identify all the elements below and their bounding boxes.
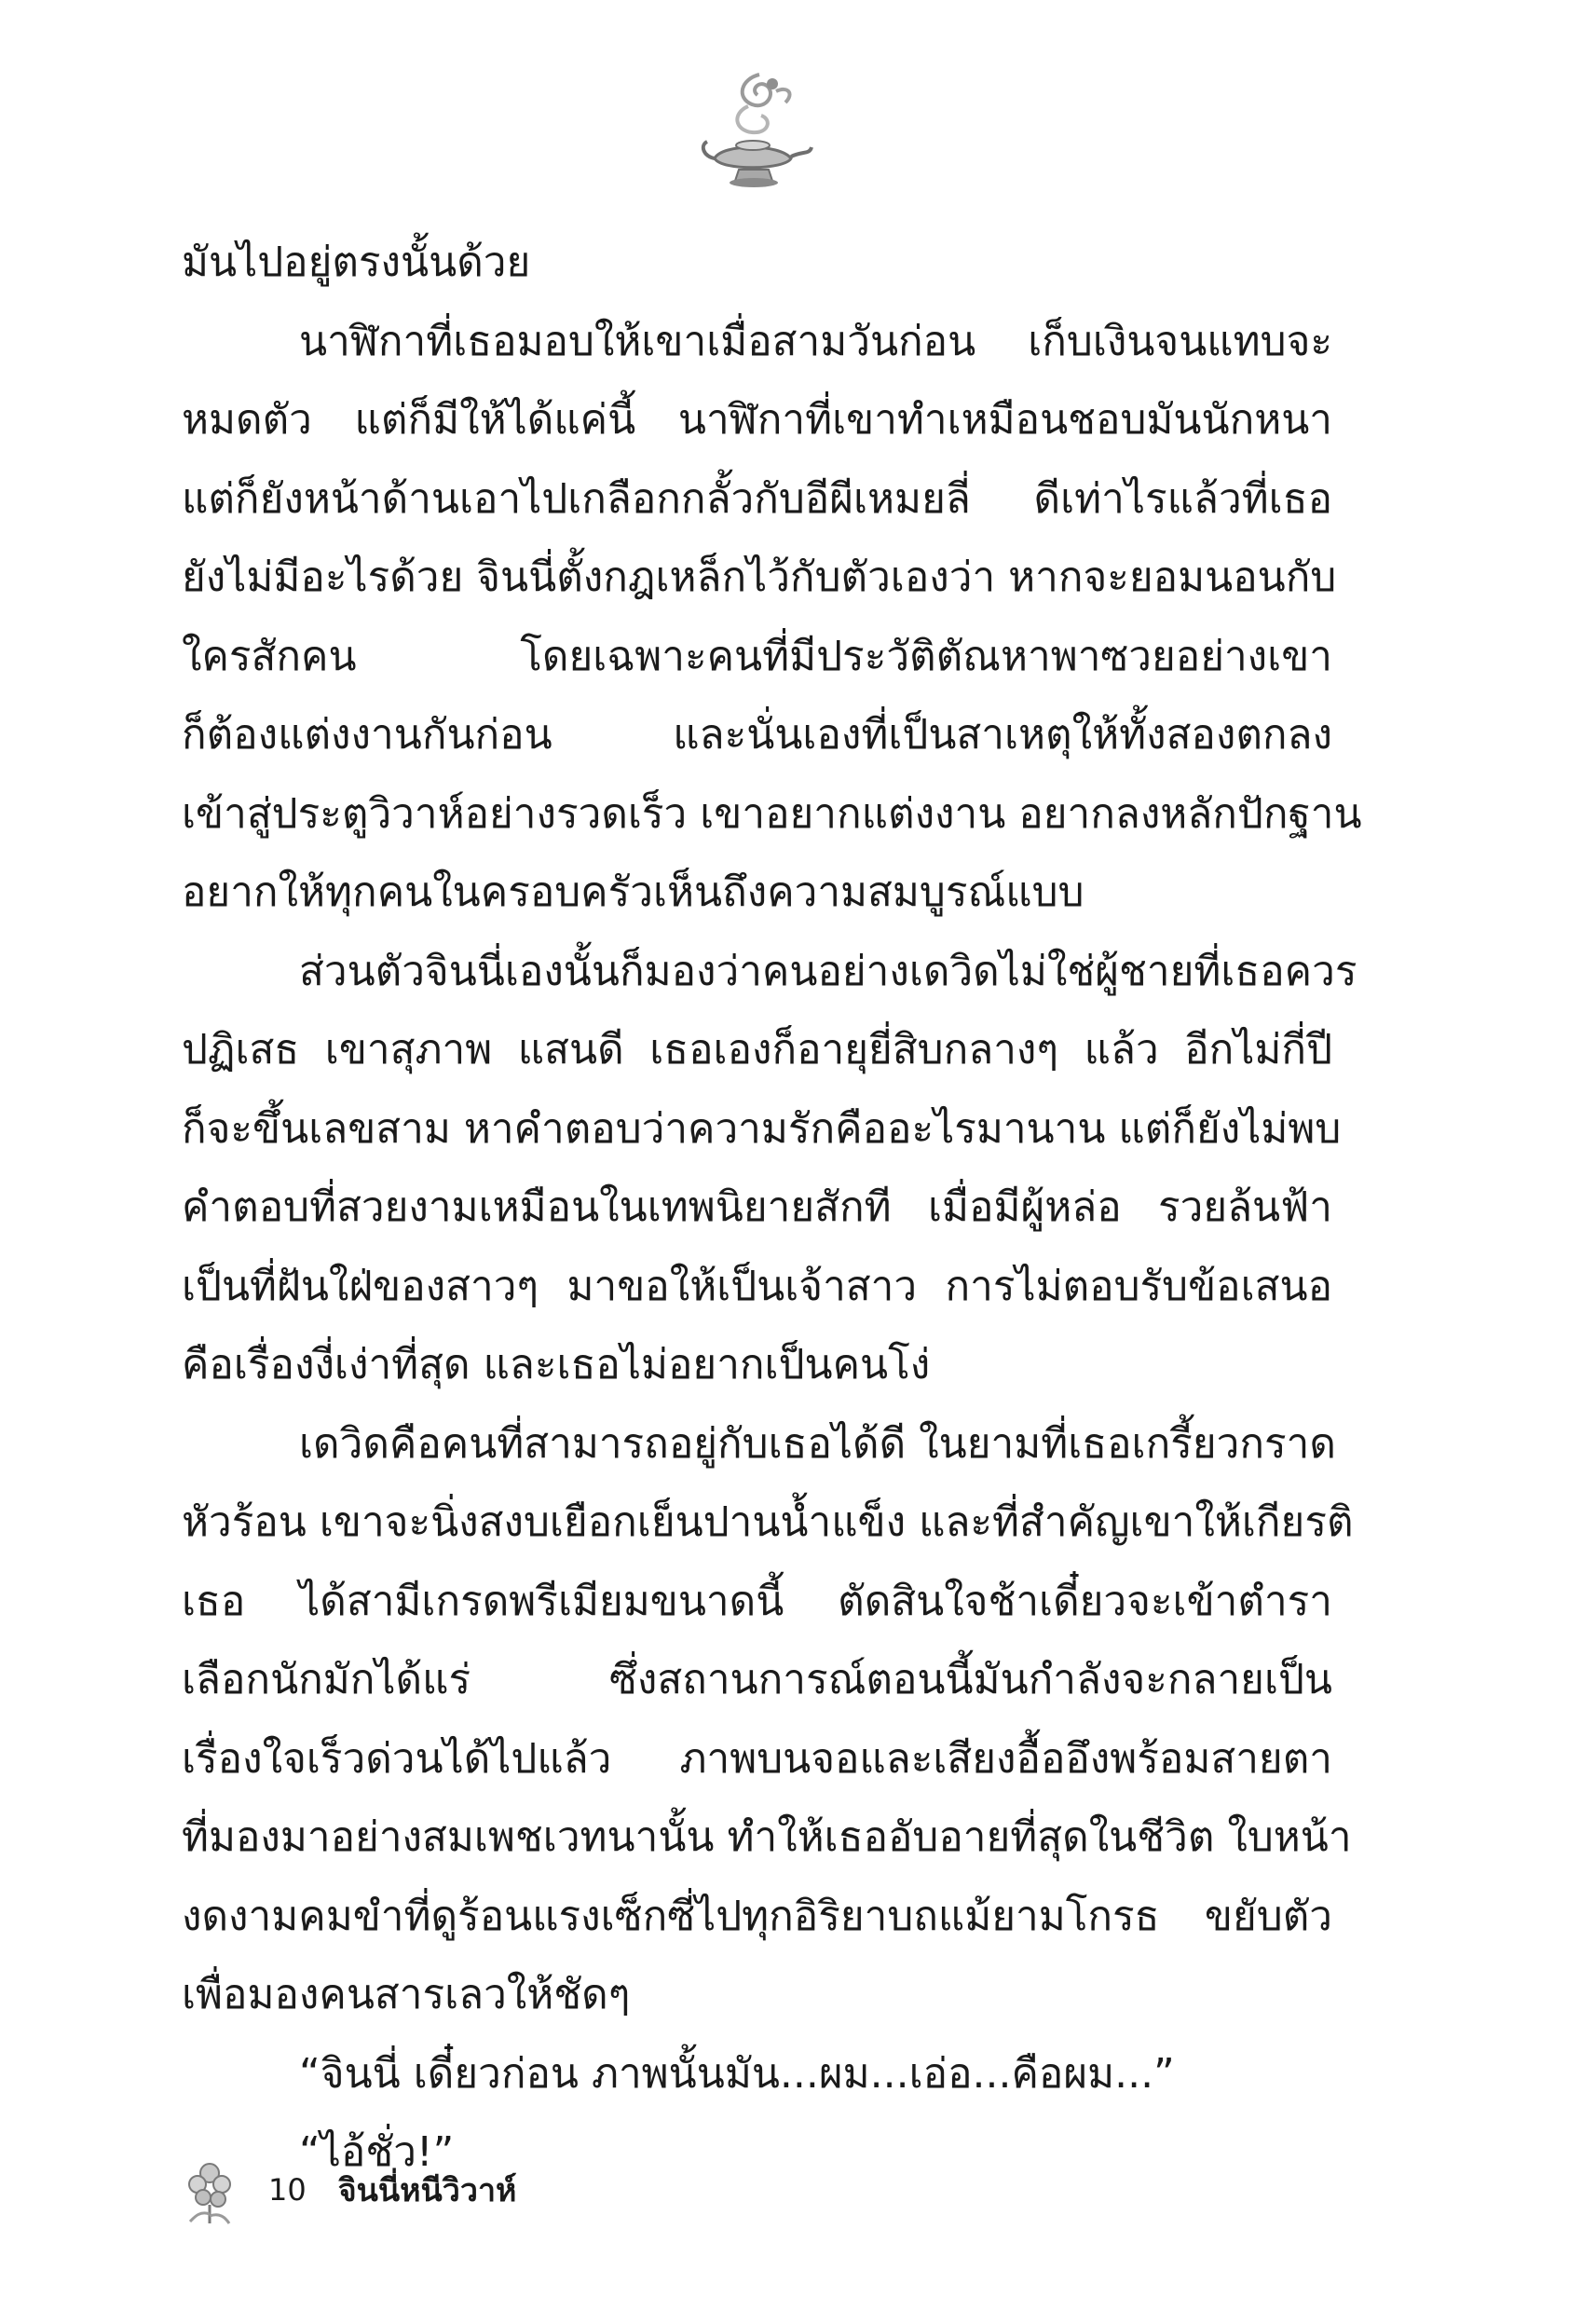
page-footer [177, 2148, 516, 2232]
paragraph-line: ก็จะขึ้นเลขสาม หาคำตอบว่าความรักคืออะไรมานาน แต่ก็ยังไม่พบ [182, 1104, 1342, 1153]
body-text [182, 224, 1362, 2193]
paragraph-line: มันไปอยู่ตรงนั้นด้วย [182, 239, 531, 286]
paragraph-line: เป็นที่ฝันใฝ่ของสาวๆ มาขอให้เป็นเจ้าสาว การไม่ตอบรับข้อเสนอ [182, 1262, 1332, 1310]
paragraph-line: คำตอบที่สวยงามเหมือนในเทพนิยายสักที เมื่อมีผู้หล่อ รวยล้นฟ้า [182, 1183, 1332, 1231]
paragraph-line: เดวิดคือคนที่สามารถอยู่กับเธอได้ดี ในยามที่เธอเกรี้ยวกราด [299, 1419, 1336, 1468]
paragraph-line: เรื่องใจเร็วด่วนได้ไปแล้ว ภาพบนจอและเสียงอื้ออึงพร้อมสายตา [182, 1734, 1332, 1783]
paragraph-line: แต่ก็ยังหน้าด้านเอาไปเกลือกกลั้วกับอีผีเหมยลี่ ดีเท่าไรแล้วที่เธอ [182, 474, 1332, 523]
dialogue-line: “ไอ้ชั่ว!” [299, 2128, 455, 2176]
book-title: จินนี่หนีวิวาห์ [337, 2172, 517, 2209]
magic-lamp-genie-icon [694, 65, 815, 196]
flower-ornament-icon [177, 2153, 242, 2227]
paragraph-line: งดงามคมขำที่ดูร้อนแรงเซ็กซี่ไปทุกอิริยาบถแม้ยามโกรธ ขยับตัว [182, 1892, 1332, 1940]
paragraph-line: ส่วนตัวจินนี่เองนั้นก็มองว่าคนอย่างเดวิดไม่ใช่ผู้ชายที่เธอควร [299, 947, 1357, 995]
paragraph-line: อยากให้ทุกคนในครอบครัวเห็นถึงความสมบูรณ์แบบ [182, 868, 1084, 916]
paragraph-line: ยังไม่มีอะไรด้วย จินนี่ตั้งกฎเหล็กไว้กับตัวเองว่า หากจะยอมนอนกับ [182, 554, 1337, 601]
page-number: 10 [268, 2172, 307, 2208]
paragraph-line: นาฬิกาที่เธอมอบให้เขาเมื่อสามวันก่อน เก็บเงินจนแทบจะ [299, 317, 1332, 365]
paragraph-line: ก็ต้องแต่งงานกันก่อน และนั่นเองที่เป็นสาเหตุให้ทั้งสองตกลง [182, 711, 1332, 759]
paragraph-line: หมดตัว แต่ก็มีให้ได้แค่นี้ นาฬิกาที่เขาทำเหมือนชอบมันนักหนา [182, 396, 1332, 444]
paragraph-line: ใครสักคน โดยเฉพาะคนที่มีประวัติตัณหาพาซวยอย่างเขา [182, 632, 1332, 680]
paragraph-line: เพื่อมองคนสารเลวให้ชัดๆ [182, 1971, 631, 2018]
paragraph-line: ปฏิเสธ เขาสุภาพ แสนดี เธอเองก็อายุยี่สิบกลางๆ แล้ว อีกไม่กี่ปี [182, 1026, 1332, 1073]
paragraph-line: เลือกนักมักได้แร่ ซึ่งสถานการณ์ตอนนี้มันกำลังจะกลายเป็น [182, 1656, 1332, 1703]
paragraph-line: เธอ ได้สามีเกรดพรีเมียมขนาดนี้ ตัดสินใจช้าเดี๋ยวจะเข้าตำรา [182, 1577, 1332, 1625]
dialogue-line: “จินนี่ เดี๋ยวก่อน ภาพนั้นมัน...ผม...เอ่อ...คือผม...” [299, 2049, 1175, 2098]
paragraph-line: ที่มองมาอย่างสมเพชเวทนานั้น ทำให้เธออับอายที่สุดในชีวิต ใบหน้า [182, 1813, 1352, 1861]
paragraph-line: เข้าสู่ประตูวิวาห์อย่างรวดเร็ว เขาอยากแต่งงาน อยากลงหลักปักฐาน [182, 789, 1362, 838]
paragraph-line: หัวร้อน เขาจะนิ่งสงบเยือกเย็นปานน้ำแข็ง และที่สำคัญเขาให้เกียรติ [182, 1498, 1354, 1546]
paragraph-line: คือเรื่องงี่เง่าที่สุด และเธอไม่อยากเป็นคนโง่ [182, 1341, 931, 1388]
